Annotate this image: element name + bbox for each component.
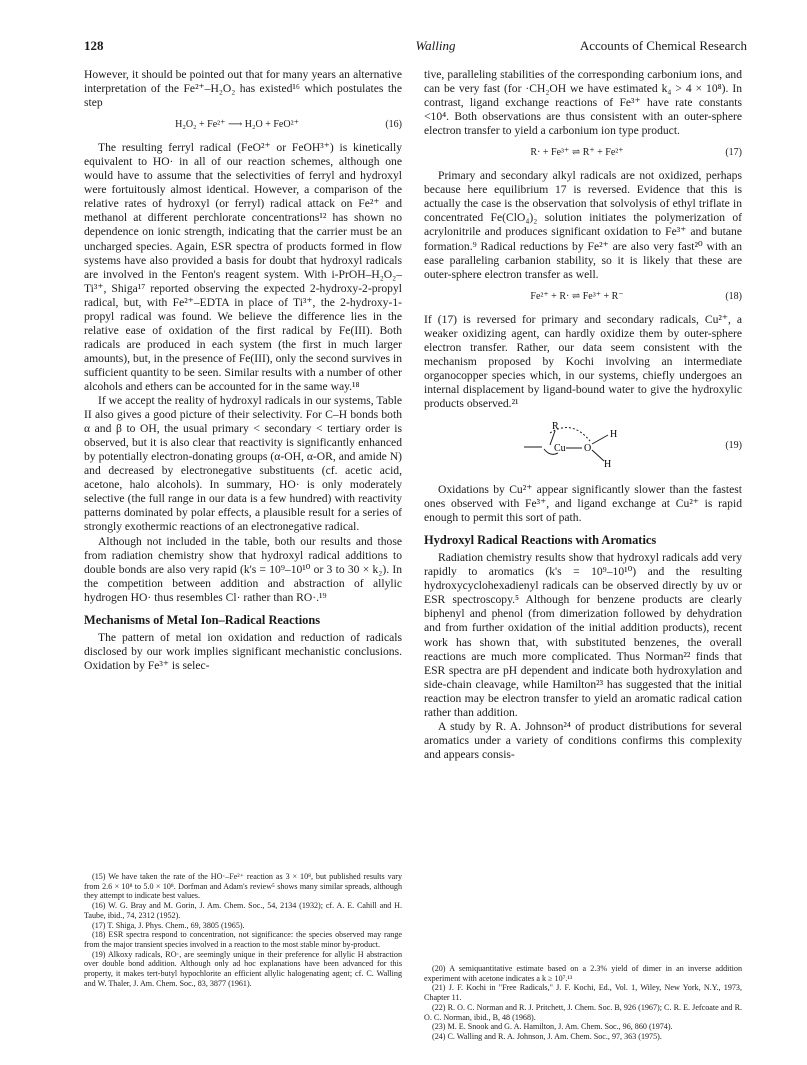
equation-number: (16) xyxy=(385,119,402,131)
paragraph: If (17) is reversed for primary and secondary radicals, Cu²⁺, a weaker oxidizing agent, can hardly oxidize them by outer-sphere electron transfer. Rather, our data seem consistent with the mechanism proposed by Kochi involving an intermediate organocopper species which, in our systems, chiefly undergoes an internal displacement by ligand-bound water to give the hydroxylic products observed.²¹ xyxy=(424,312,742,410)
structure-label-h2: H xyxy=(604,459,612,471)
paragraph: tive, paralleling stabilities of the corresponding carbonium ions, and can be very fast (for ·CH₂OH we have estimated k₄ > 4 × 10⁸). In contrast, ligand exchange reactions of Fe³⁺ have rate constants <10⁴. Both observations are thus consistent with an outer-sphere electron transfer to yield a carbonium ion type product. xyxy=(424,68,742,138)
footnotes-right xyxy=(424,964,742,1042)
footnote: (15) We have taken the rate of the HO·–Fe²⁺ reaction as 3 × 10⁸, but published results vary from 2.6 × 10⁸ to 5.0 × 10⁸. Dorfman and Adam's review⁵ shows many similar spreads, although they attempt to indicate best values. xyxy=(84,872,402,901)
structure-label-r: R xyxy=(552,421,559,433)
bond-line xyxy=(592,435,608,444)
paragraph: Radiation chemistry results show that hydroxyl radicals add very rapidly to aromatics (k's = 10⁹–10¹⁰) and the resulting hydroxycyclohexadienyl radicals can be observed directly by uv or ESR spectroscopy.⁵ Although for benzene products are clearly biphenyl and phenol (from dimerization followed by dehydration and from further oxidation of the initial addition products), recent work has shown that, with substituted benzenes, the overall reactions are much more complicated. Thus Norman²² finds that ESR spectra are pH dependent and indicate both hydroxylation and side-chain cleavage, while Hamilton²³ has suggested that the initial reaction may be electron transfer to yield an aromatic radical cation rather than addition. xyxy=(424,551,742,719)
running-title: Walling xyxy=(415,38,456,53)
footnote: (17) T. Shiga, J. Phys. Chem., 69, 3805 (1965). xyxy=(92,920,245,930)
paragraph: A study by R. A. Johnson²⁴ of product distributions for several aromatics under a variety of conditions confirms this complexity and appears consis- xyxy=(424,719,742,761)
paragraph: Oxidations by Cu²⁺ appear significantly slower than the fastest ones observed with Fe³⁺, and ligand exchange at Cu²⁺ is rapid enough to permit this sort of path. xyxy=(424,483,742,525)
paragraph: Primary and secondary alkyl radicals are not oxidized, perhaps because here equilibrium 17 is reversed. Evidence that this is actually the case is the observation that solvolysis of ethyl triflate in concentrated Fe(ClO₄)₂ solution initiates the polymerization of acrylonitrile and produces significant oxidation to Fe³⁺ and butane formation.⁹ Radical reductions by Fe²⁺ are also very fast²⁰ with an ease paralleling carbanion stability, so it is likely that these are outer-sphere electron transfer as well. xyxy=(424,169,742,281)
right-column xyxy=(424,68,742,762)
structure-label-h1: H xyxy=(610,429,618,441)
paragraph: If we accept the reality of hydroxyl radicals in our systems, Table II also gives a good picture of their selectivity. For C–H bonds both α and β to OH, the usual primary < secondary < tertiary order is observed, but it is also clear that reactivity is significantly enhanced by potentially electron-donating groups (α-OH, α-OR, and amide N) and decreased by electronegative substituents (cf. acetic acid, acetone, halo alcohols). In summary, HO· is only moderately selective (the full range in our data is a few hundred) with reactivity patterns dominated by polar effects, a plausible result for a series of strongly exothermic reactions of an electronegative radical. xyxy=(84,394,402,534)
equation-number: (17) xyxy=(725,147,742,159)
page-header xyxy=(84,38,747,56)
equation-17 xyxy=(424,146,742,160)
equation-text: R· + Fe³⁺ ⇌ R⁺ + Fe²⁺ xyxy=(530,147,624,159)
equation-text: Fe²⁺ + R· ⇌ Fe³⁺ + R⁻ xyxy=(530,290,624,302)
paragraph: The pattern of metal ion oxidation and reduction of radicals disclosed by our work implies significant mechanistic conclusions. Oxidation by Fe³⁺ is selec- xyxy=(84,630,402,672)
footnotes-left xyxy=(84,872,402,988)
equation-number: (18) xyxy=(725,290,742,302)
footnote: (21) J. F. Kochi in "Free Radicals," J. F. Kochi, Ed., Vol. 1, Wiley, New York, N.Y., 1973, Chapter 11. xyxy=(424,983,742,1003)
equation-number: (19) xyxy=(725,440,742,451)
footnote: (20) A semiquantitative estimate based on a 2.3% yield of dimer in an inverse addition experiment with acetone indicates a k ≥ 10⁷.¹³ xyxy=(424,964,742,983)
equation-19 xyxy=(424,417,742,475)
paragraph: Although not included in the table, both our results and those from radiation chemistry show that hydroxyl radical additions to double bonds are also very rapid (k's = 10⁹–10¹⁰ or 3 to 30 × k₂). In the competition between addition and abstraction of allylic hydrogen HO· thus resembles Cl· rather than RO·.¹⁹ xyxy=(84,534,402,604)
page-number: 128 xyxy=(84,38,104,53)
structure-label-o: O xyxy=(584,443,592,455)
paragraph: The resulting ferryl radical (FeO²⁺ or FeOH³⁺) is kinetically equivalent to HO· in all of our reaction schemes, although one would have to assume that the selectivities of ferryl and hydroxyl were fortuitously almost identical. However, a comparison of the relative rates of hydroxyl (or ferryl) radical attack on Fe²⁺ and methanol at different perchlorate concentrations¹² has shown no dependence on ionic strength, indicating that the carrier must be an uncharged species. Again, ESR spectra of products formed in flow systems have also provided a basis for doubt that hydroxyl radicals are involved in the Fenton's reagent system. With i-PrOH–H₂O₂–Ti³⁺, Shiga¹⁷ reported observing the expected 2-hydroxy-2-propyl radical, but, with Fe²⁺–EDTA in place of Ti³⁺, the 2-hydroxy-1-propyl radical was found. We believe the difference lies in the relative ease of oxidation of the first radical by Fe(III). Both radicals are produced in each system (the first in much larger amounts), but, in the presence of Fe(III), only the second survives in sufficient quantity to be seen. Similar results with a number of other alcohols and ethers can be accounted for in the same way.¹⁸ xyxy=(84,141,402,393)
structure-label-cu: Cu xyxy=(554,443,566,455)
section-heading: Mechanisms of Metal Ion–Radical Reactions xyxy=(84,612,321,627)
equation-16 xyxy=(84,118,402,132)
footnote: (22) R. O. C. Norman and R. J. Pritchett, J. Chem. Soc. B, 926 (1967); C. R. E. Jefcoate and R. O. C. Norman, ibid., B, 48 (1968). xyxy=(424,1002,742,1022)
footnote: (24) C. Walling and R. A. Johnson, J. Am. Chem. Soc., 97, 363 (1975). xyxy=(432,1031,662,1041)
bond-line xyxy=(592,450,604,461)
left-column xyxy=(84,68,402,673)
section-heading: Hydroxyl Radical Reactions with Aromatics xyxy=(424,533,657,548)
equation-18 xyxy=(424,290,742,304)
paragraph: However, it should be pointed out that for many years an alternative interpretation of the Fe²⁺–H₂O₂ has existed¹⁶ which postulates the step xyxy=(84,68,402,110)
footnote: (23) M. E. Snook and G. A. Hamilton, J. Am. Chem. Soc., 96, 860 (1974). xyxy=(432,1022,673,1032)
equation-text: H₂O₂ + Fe²⁺ ⟶ H₂O + FeO²⁺ xyxy=(175,119,299,131)
footnote: (16) W. G. Bray and M. Gorin, J. Am. Chem. Soc., 54, 2134 (1932); cf. A. E. Cahill and H. Taube, ibid., 74, 2312 (1952). xyxy=(84,901,402,920)
transition-state-structure xyxy=(520,417,630,475)
footnote: (19) Alkoxy radicals, RO·, are seemingly unique in their preference for allylic H abstraction over double bond addition. Although only ad hoc explanations have been advanced for this property, it makes tert-butyl hypochlorite an efficient allylic halogenating agent; cf. C. Walling and W. Thaler, J. Am. Chem. Soc., 83, 3877 (1961). xyxy=(84,949,402,988)
journal-name: Accounts of Chemical Research xyxy=(579,38,747,53)
footnote: (18) ESR spectra respond to concentration, not significance: the species observed may range from the major transient species involved in a reaction to the most stable minor by-product. xyxy=(84,930,402,949)
